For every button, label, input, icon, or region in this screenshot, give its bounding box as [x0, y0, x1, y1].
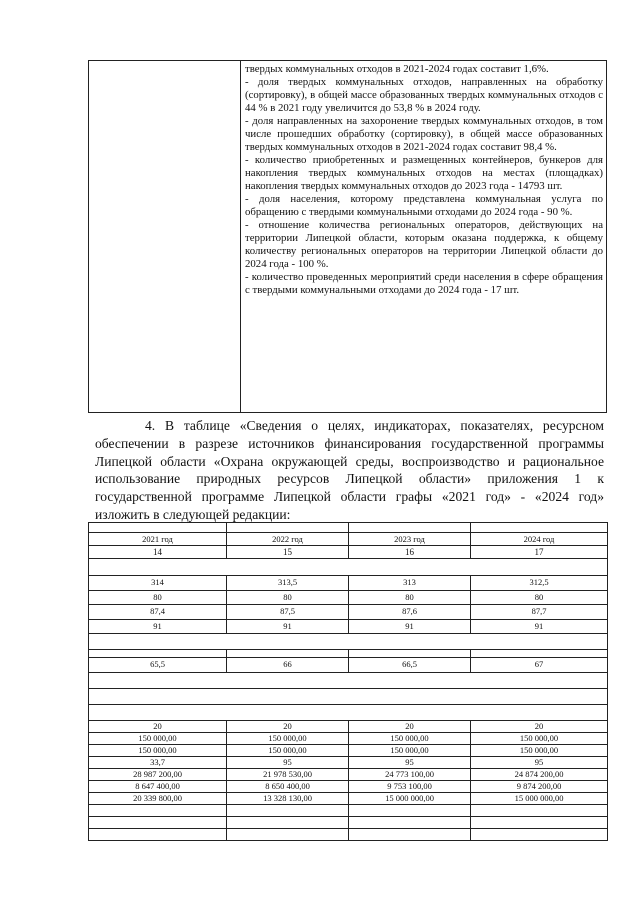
table-row: 314 313,5 313 312,5	[89, 576, 608, 591]
header-cell: 2022 год	[227, 533, 349, 546]
table-row: 150 000,00 150 000,00 150 000,00 150 000,00	[89, 732, 608, 744]
table-row: 150 000,00 150 000,00 150 000,00 150 000,00	[89, 744, 608, 756]
table-row	[89, 816, 608, 828]
years-table	[88, 522, 608, 841]
indicator-text: - количество приобретенных и размещенных контейнеров, бункеров для накопления твердых коммунальных отходов на местах (площадках) накопления твердых коммунальных отходов до 2023 года - 14793 шт.	[245, 154, 603, 192]
column-number: 15	[227, 546, 349, 559]
indicator-text: твердых коммунальных отходов в 2021-2024 годах составит 1,6%.	[245, 63, 549, 75]
indicators-cell	[245, 63, 603, 297]
column-number: 17	[471, 546, 608, 559]
indicator-text: - доля твердых коммунальных отходов, направленных на обработку (сортировку), в общей массе образованных твердых коммунальных отходов с 44 % в 2021 году увеличится до 53,8 % в 2024 году.	[245, 76, 603, 114]
table-row: 65,5 66 66,5 67	[89, 658, 608, 673]
table-row	[89, 650, 608, 658]
header-row	[89, 533, 608, 546]
table-row: 80 80 80 80	[89, 590, 608, 605]
indicator-text: - доля направленных на захоронение твердых коммунальных отходов, в том числе прошедших обработку (сортировку), в общей массе образованных твердых коммунальных отходов в 2021-2024 годах составит 98,4 %.	[245, 115, 603, 153]
table-row-span	[89, 672, 608, 688]
column-number: 14	[89, 546, 227, 559]
header-cell: 2023 год	[349, 533, 471, 546]
paragraph-text: 4. В таблице «Сведения о целях, индикаторах, показателях, ресурсном обеспечении в разрезе источников финансирования государственной программы Липецкой области «Охрана окружающей среды, воспроизводство и рациональное использование природных ресурсов Липецкой области» приложения 1 к государственной программе Липецкой области графы «2021 год» - «2024 год» изложить в следующей редакции:	[95, 418, 604, 522]
column-divider	[240, 61, 241, 412]
table-row: 33,7 95 95 95	[89, 756, 608, 768]
table-row: 91 91 91 91	[89, 619, 608, 634]
table-row	[89, 523, 608, 533]
table-row: 87,4 87,5 87,6 87,7	[89, 605, 608, 620]
indicator-text: - количество проведенных мероприятий среди населения в сфере обращения с твердыми коммунальными отходами до 2024 года - 17 шт.	[245, 271, 603, 296]
table-row-span	[89, 704, 608, 720]
table-row	[89, 828, 608, 840]
table-row-span	[89, 634, 608, 650]
table-row: 8 647 400,00 8 650 400,00 9 753 100,00 9 874 200,00	[89, 780, 608, 792]
table-row-span	[89, 688, 608, 704]
table-row	[89, 804, 608, 816]
column-number: 16	[349, 546, 471, 559]
indicator-text: - отношение количества региональных операторов, действующих на территории Липецкой области, которым оказана поддержка, к общему количеству региональных операторов на территории Липецкой области до 2024 года - 100 %.	[245, 219, 603, 270]
amendment-paragraph	[95, 417, 604, 524]
table-row-span	[89, 559, 608, 576]
indicator-text: - доля населения, которому представлена коммунальная услуга по обращению с твердыми коммунальными отходами до 2024 года - 90 %.	[245, 193, 603, 218]
header-cell: 2021 год	[89, 533, 227, 546]
table-row: 20 20 20 20	[89, 720, 608, 732]
header-cell: 2024 год	[471, 533, 608, 546]
table-row: 28 987 200,00 21 978 530,00 24 773 100,00 24 874 200,00	[89, 768, 608, 780]
continuation-table	[88, 60, 607, 413]
column-number-row	[89, 546, 608, 559]
table-row: 20 339 800,00 13 328 130,00 15 000 000,00 15 000 000,00	[89, 792, 608, 804]
